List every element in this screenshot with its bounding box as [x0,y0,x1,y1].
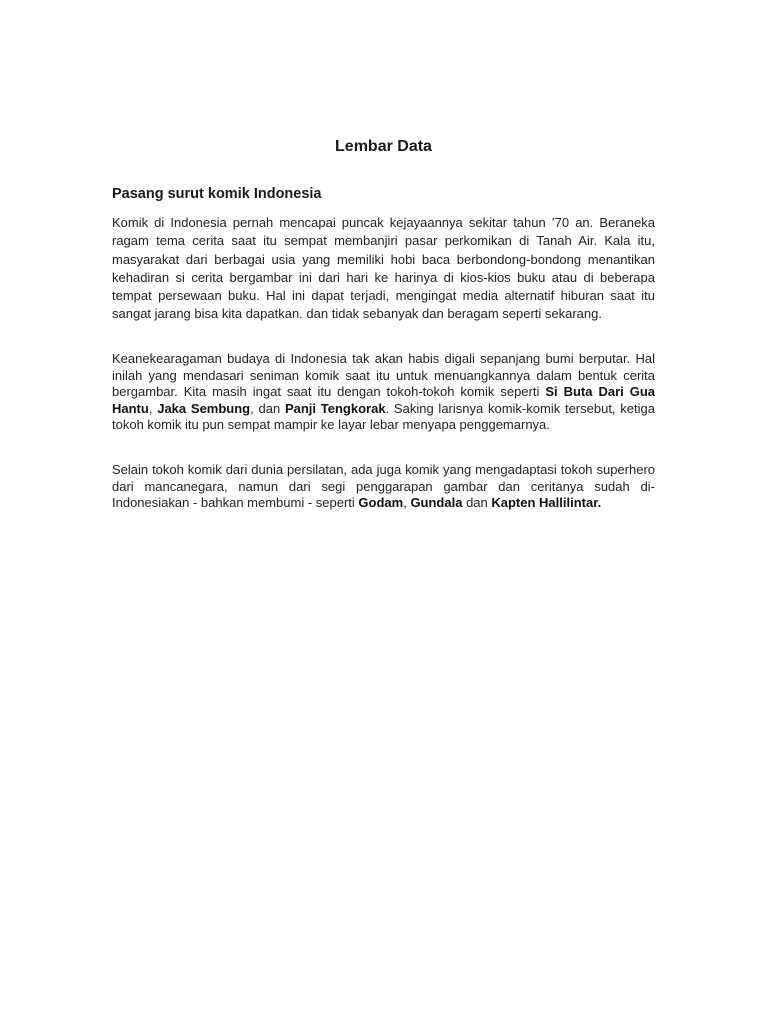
paragraph-3-text-a: Selain tokoh komik dari dunia persilatan, ada juga komik yang mengadaptasi tokoh superhero dari mancanegara, namun dari segi penggarapan gambar dan ceritanya sudah di-Indonesiakan - bahkan membumi - seperti [112,462,655,510]
paragraph-3-sep-1: , [403,495,411,510]
paragraph-2-text-b: . Saking larisnya komik-komik tersebut, ketiga tokoh komik itu pun sempat mampir ke layar lebar menyapa penggemarnya. [112,400,655,432]
document-title: Lembar Data [335,138,432,155]
paragraph-1: Komik di Indonesia pernah mencapai puncak kejayaannya sekitar tahun ’70 an. Beraneka ragam tema cerita saat itu sempat membanjiri pasar perkomikan di Tanah Air. Kala itu, masyarakat dari berbagai usia yang memiliki hobi baca berbondong-bondong menantikan kehadiran si cerita bergambar ini dari hari ke harinya di kios-kios buku atau di beberapa tempat persewaan buku. Hal ini dapat terjadi, mengingat media alternatif hiburan saat itu sangat jarang bisa kita dapatkan. dan tidak sebanyak dan beragam seperti sekarang. [112,215,655,322]
character-jaka-sembung: Jaka Sembung [157,400,251,416]
character-godam: Godam [358,495,404,510]
character-panji-tengkorak: Panji Tengkorak [284,400,386,416]
character-kapten-hallilintar: Kapten Hallilintar. [491,495,602,510]
paragraph-2-text-a: Keanekearagaman budaya di Indonesia tak akan habis digali sepanjang bumi berputar. Hal inilah yang mendasari seniman komik saat itu untuk menuangkannya dalam bentuk cerita bergambar. Kita masih ingat saat itu dengan tokoh-tokoh komik seperti [112,351,655,399]
paragraph-2-sep-1: , [148,400,158,416]
paragraph-2-sep-2: , dan [250,400,285,416]
paragraph-2 [112,351,655,434]
character-gundala: Gundala [410,495,463,510]
character-si-buta: Si Buta Dari Gua Hantu [112,384,656,416]
section-heading: Pasang surut komik Indonesia [112,186,322,202]
paragraph-3 [112,462,655,512]
paragraph-3-sep-2: dan [462,495,492,510]
document-page [112,0,655,1024]
